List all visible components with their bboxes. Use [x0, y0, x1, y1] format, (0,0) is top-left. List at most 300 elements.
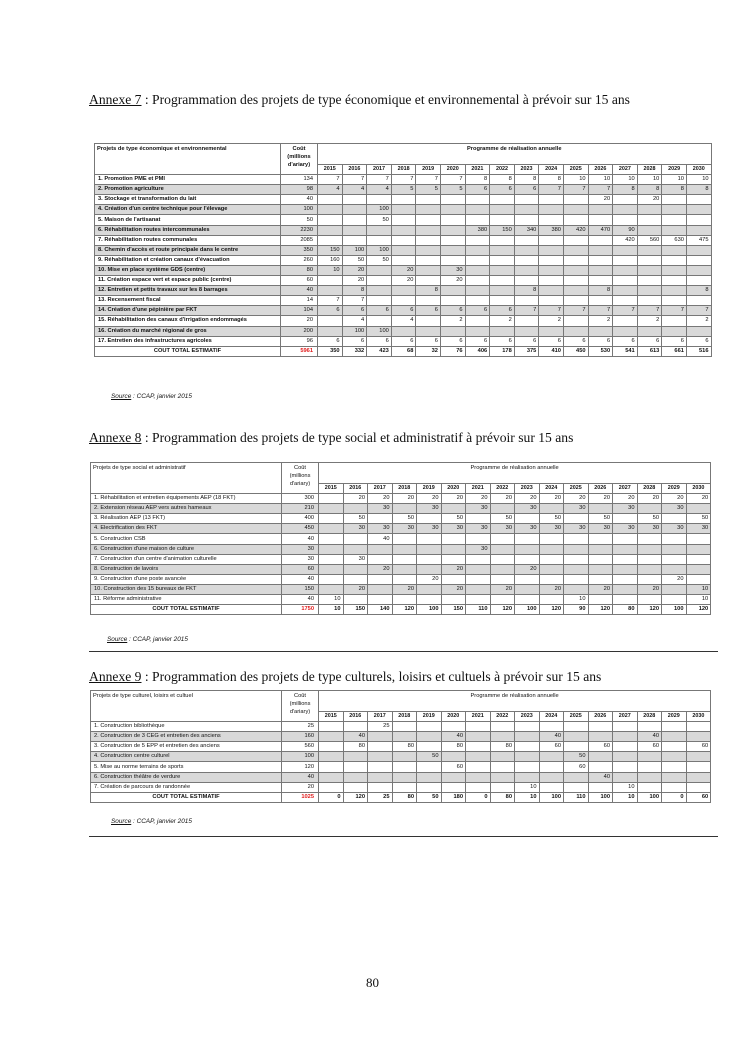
year-cell: 10 [563, 175, 588, 185]
total-year-cell: 90 [564, 605, 589, 615]
year-cell [368, 742, 393, 752]
year-cell: 20 [515, 564, 540, 574]
year-cell [319, 534, 344, 544]
year-cell [613, 205, 638, 215]
table-row [91, 564, 711, 574]
year-cell [514, 296, 539, 306]
year-cell [686, 195, 711, 205]
year-cell: 7 [613, 306, 638, 316]
total-year-cell: 530 [588, 346, 613, 356]
year-cell [318, 215, 343, 225]
year-cell: 420 [563, 225, 588, 235]
year-cell: 80 [343, 742, 368, 752]
year-cell: 50 [539, 514, 564, 524]
total-year-cell: 32 [416, 346, 441, 356]
year-cell [490, 326, 515, 336]
year-cell: 6 [686, 336, 711, 346]
year-cell: 5 [416, 185, 441, 195]
year-2021: 2021 [466, 484, 491, 494]
project-label: 8. Construction de lavoirs [91, 564, 282, 574]
year-cell [662, 544, 687, 554]
year-cell [686, 265, 711, 275]
total-year-cell: 25 [368, 792, 393, 802]
year-cell [440, 215, 465, 225]
project-cost: 60 [281, 276, 318, 286]
year-cell: 20 [466, 494, 491, 504]
year-cell: 6 [440, 306, 465, 316]
year-cell [416, 245, 441, 255]
year-cell: 30 [613, 504, 638, 514]
year-cell [613, 245, 638, 255]
year-cell: 30 [662, 504, 687, 514]
year-cell: 6 [613, 336, 638, 346]
year-cell [539, 205, 564, 215]
year-cell [662, 554, 687, 564]
year-cell [662, 296, 687, 306]
year-cell [662, 752, 687, 762]
table-row [91, 534, 711, 544]
year-cell [588, 255, 613, 265]
year-2030: 2030 [686, 165, 711, 175]
project-cost: 300 [282, 494, 319, 504]
year-cell [514, 195, 539, 205]
year-cell: 7 [367, 175, 392, 185]
year-cell [613, 772, 638, 782]
year-cell: 7 [588, 185, 613, 195]
year-cell [637, 595, 662, 605]
year-cell [686, 215, 711, 225]
project-label: 6. Construction théâtre de verdure [91, 772, 282, 782]
year-2017: 2017 [368, 484, 393, 494]
year-cell [515, 722, 540, 732]
year-cell [416, 296, 441, 306]
year-cell: 7 [662, 306, 687, 316]
year-cell: 8 [490, 175, 515, 185]
year-cell [319, 782, 344, 792]
year-cell [342, 225, 367, 235]
year-cell [637, 286, 662, 296]
year-cell [564, 722, 589, 732]
project-cost: 104 [281, 306, 318, 316]
project-cost: 60 [282, 564, 319, 574]
year-cell [466, 752, 491, 762]
project-label: 3. Réalisation AEP (13 FKT) [91, 514, 282, 524]
year-cell: 7 [539, 185, 564, 195]
project-cost: 350 [281, 245, 318, 255]
year-cell [637, 752, 662, 762]
year-cell [613, 514, 638, 524]
year-cell: 80 [490, 742, 515, 752]
year-cell [588, 544, 613, 554]
year-cell: 6 [342, 336, 367, 346]
year-cell [466, 782, 491, 792]
project-cost: 160 [282, 732, 319, 742]
project-label: 1. Construction bibliothèque [91, 722, 282, 732]
year-cell: 20 [417, 494, 442, 504]
project-label: 6. Réhabilitation routes intercommunales [95, 225, 281, 235]
year-cell [637, 326, 662, 336]
year-2022: 2022 [490, 484, 515, 494]
year-cell [466, 514, 491, 524]
year-cell [613, 762, 638, 772]
table-row [91, 544, 711, 554]
year-cell: 7 [318, 175, 343, 185]
year-cell: 100 [367, 245, 392, 255]
year-cell: 6 [416, 306, 441, 316]
project-cost: 40 [282, 595, 319, 605]
year-cell [440, 286, 465, 296]
year-cell: 10 [515, 782, 540, 792]
year-cell [367, 286, 392, 296]
year-cell [391, 215, 416, 225]
year-cell: 7 [539, 306, 564, 316]
year-cell [686, 782, 711, 792]
year-cell [368, 595, 393, 605]
year-cell [564, 782, 589, 792]
year-cell: 30 [637, 524, 662, 534]
year-cell: 20 [686, 494, 711, 504]
year-cell [539, 326, 564, 336]
year-cell: 380 [539, 225, 564, 235]
year-cell [514, 205, 539, 215]
year-cell [637, 225, 662, 235]
total-year-cell: 76 [440, 346, 465, 356]
year-cell [319, 772, 344, 782]
year-cell [392, 722, 417, 732]
year-cell [391, 286, 416, 296]
year-cell: 20 [490, 584, 515, 594]
year-cell [417, 722, 442, 732]
year-cell: 4 [391, 316, 416, 326]
total-cost: 1750 [282, 605, 319, 615]
annex-9-table [90, 690, 711, 803]
year-cell [490, 732, 515, 742]
total-year-cell: 100 [662, 605, 687, 615]
year-cell: 6 [490, 185, 515, 195]
year-cell [368, 782, 393, 792]
year-cell [686, 722, 711, 732]
year-cell [539, 554, 564, 564]
year-cell [563, 255, 588, 265]
year-cell [613, 564, 638, 574]
year-2021: 2021 [466, 712, 491, 722]
total-year-cell: 100 [588, 792, 613, 802]
annex-8-table [90, 462, 711, 615]
year-cell: 20 [392, 494, 417, 504]
year-cell [490, 296, 515, 306]
year-cell: 6 [563, 336, 588, 346]
project-cost: 150 [282, 584, 319, 594]
year-cell [319, 584, 344, 594]
year-cell [588, 235, 613, 245]
year-cell: 20 [588, 494, 613, 504]
year-cell [588, 554, 613, 564]
year-cell: 8 [416, 286, 441, 296]
table-row [91, 494, 711, 504]
year-cell [440, 195, 465, 205]
project-cost: 134 [281, 175, 318, 185]
year-cell: 4 [367, 185, 392, 195]
year-cell: 2 [637, 316, 662, 326]
year-cell: 10 [588, 175, 613, 185]
annex-8-caption [89, 428, 689, 447]
year-cell [417, 584, 442, 594]
year-cell: 560 [637, 235, 662, 245]
table-row [91, 584, 711, 594]
year-cell [441, 752, 466, 762]
total-year-cell: 120 [686, 605, 711, 615]
year-2026: 2026 [588, 484, 613, 494]
project-label: 9. Construction d'une poste avancée [91, 574, 282, 584]
year-2018: 2018 [391, 165, 416, 175]
total-year-cell: 120 [588, 605, 613, 615]
project-cost: 30 [282, 554, 319, 564]
year-cell: 20 [392, 584, 417, 594]
year-cell [564, 742, 589, 752]
year-cell [514, 245, 539, 255]
total-year-cell: 150 [441, 605, 466, 615]
year-2022: 2022 [490, 712, 515, 722]
year-cell [515, 595, 540, 605]
year-cell [417, 544, 442, 554]
year-cell [368, 752, 393, 762]
year-cell [515, 574, 540, 584]
total-year-cell: 80 [392, 792, 417, 802]
year-cell: 10 [564, 595, 589, 605]
year-cell [319, 742, 344, 752]
year-cell: 10 [637, 175, 662, 185]
year-cell [490, 722, 515, 732]
year-cell [343, 504, 368, 514]
year-cell [613, 742, 638, 752]
year-cell: 7 [514, 306, 539, 316]
year-cell: 100 [367, 205, 392, 215]
project-cost: 400 [282, 514, 319, 524]
year-cell [465, 205, 490, 215]
year-2028: 2028 [637, 712, 662, 722]
year-cell: 30 [564, 504, 589, 514]
year-2023: 2023 [514, 165, 539, 175]
year-cell [613, 276, 638, 286]
year-cell [539, 772, 564, 782]
year-cell [637, 574, 662, 584]
total-label: COUT TOTAL ESTIMATIF [95, 346, 281, 356]
total-year-cell: 60 [686, 792, 711, 802]
year-cell [441, 504, 466, 514]
project-cost: 96 [281, 336, 318, 346]
project-cost: 560 [282, 742, 319, 752]
year-cell: 30 [662, 524, 687, 534]
year-cell: 50 [637, 514, 662, 524]
year-cell: 30 [417, 504, 442, 514]
year-cell [686, 732, 711, 742]
year-cell [416, 205, 441, 215]
year-cell: 40 [539, 732, 564, 742]
table-row [95, 195, 712, 205]
year-2024: 2024 [539, 712, 564, 722]
total-year-cell: 423 [367, 346, 392, 356]
total-year-cell: 350 [318, 346, 343, 356]
year-cell: 10 [318, 265, 343, 275]
year-cell [662, 595, 687, 605]
year-cell [490, 235, 515, 245]
year-cell [613, 326, 638, 336]
project-cost: 200 [281, 326, 318, 336]
year-2020: 2020 [441, 712, 466, 722]
total-year-cell: 10 [515, 792, 540, 802]
year-cell [368, 762, 393, 772]
project-label: 15. Réhabilitation des canaux d'irrigation endommagés [95, 316, 281, 326]
year-cell [466, 732, 491, 742]
table-row [91, 772, 711, 782]
year-cell: 20 [515, 494, 540, 504]
year-cell: 6 [662, 336, 687, 346]
year-cell: 20 [417, 574, 442, 584]
total-year-cell: 110 [466, 605, 491, 615]
year-cell [539, 762, 564, 772]
header-program: Programme de réalisation annuelle [319, 691, 711, 712]
year-cell: 20 [637, 494, 662, 504]
year-cell: 2 [686, 316, 711, 326]
year-2030: 2030 [686, 712, 711, 722]
year-cell [490, 782, 515, 792]
year-2021: 2021 [465, 165, 490, 175]
year-2020: 2020 [441, 484, 466, 494]
project-label: 5. Maison de l'artisanat [95, 215, 281, 225]
year-cell [319, 762, 344, 772]
table-header-row [91, 691, 711, 712]
year-cell [441, 595, 466, 605]
year-cell [342, 235, 367, 245]
year-cell: 10 [613, 782, 638, 792]
year-cell [613, 316, 638, 326]
year-cell: 380 [465, 225, 490, 235]
year-cell [515, 732, 540, 742]
year-cell [588, 595, 613, 605]
project-cost: 20 [281, 316, 318, 326]
year-cell: 30 [613, 524, 638, 534]
year-cell [662, 195, 687, 205]
year-cell [564, 584, 589, 594]
year-cell [368, 732, 393, 742]
year-cell: 30 [466, 504, 491, 514]
year-cell: 4 [342, 185, 367, 195]
year-2015: 2015 [319, 484, 344, 494]
year-cell: 475 [686, 235, 711, 245]
year-cell [440, 235, 465, 245]
year-2027: 2027 [613, 712, 638, 722]
year-cell [465, 255, 490, 265]
year-cell [539, 782, 564, 792]
year-cell [342, 215, 367, 225]
table-row [91, 574, 711, 584]
year-cell [490, 255, 515, 265]
year-cell [490, 504, 515, 514]
total-year-cell: 150 [343, 605, 368, 615]
annex-9-source-label: Source [111, 818, 132, 825]
year-cell: 100 [342, 245, 367, 255]
annex-9-rule [89, 836, 718, 837]
project-cost: 450 [282, 524, 319, 534]
year-cell: 30 [564, 524, 589, 534]
year-cell [564, 772, 589, 782]
year-cell [465, 286, 490, 296]
year-cell: 50 [343, 514, 368, 524]
year-cell [637, 534, 662, 544]
year-cell: 60 [564, 762, 589, 772]
year-cell [563, 195, 588, 205]
year-cell: 8 [342, 286, 367, 296]
year-cell: 30 [466, 524, 491, 534]
year-cell: 20 [539, 584, 564, 594]
year-cell: 20 [490, 494, 515, 504]
table-row [95, 336, 712, 346]
year-cell [441, 544, 466, 554]
year-cell: 25 [368, 722, 393, 732]
total-year-cell: 541 [613, 346, 638, 356]
total-year-cell: 140 [368, 605, 393, 615]
table-row [95, 296, 712, 306]
year-cell [391, 195, 416, 205]
year-cell [318, 225, 343, 235]
year-cell [515, 742, 540, 752]
project-cost: 40 [282, 534, 319, 544]
total-year-cell: 10 [319, 605, 344, 615]
year-2029: 2029 [662, 712, 687, 722]
year-2026: 2026 [588, 712, 613, 722]
year-cell [588, 265, 613, 275]
year-cell [515, 534, 540, 544]
project-label: 4. Création d'un centre technique pour l'élevage [95, 205, 281, 215]
year-cell [662, 742, 687, 752]
year-cell: 7 [563, 306, 588, 316]
project-cost: 25 [282, 722, 319, 732]
year-cell [662, 265, 687, 275]
year-cell: 60 [686, 742, 711, 752]
year-cell [466, 564, 491, 574]
year-cell: 10 [686, 595, 711, 605]
total-year-cell: 50 [417, 792, 442, 802]
year-cell: 7 [440, 175, 465, 185]
year-cell: 6 [465, 185, 490, 195]
year-cell: 50 [441, 514, 466, 524]
year-cell [686, 296, 711, 306]
project-cost: 20 [282, 782, 319, 792]
year-cell: 10 [686, 584, 711, 594]
project-cost: 30 [282, 544, 319, 554]
year-cell [367, 235, 392, 245]
year-cell: 30 [466, 544, 491, 554]
year-cell [417, 595, 442, 605]
total-year-cell: 0 [466, 792, 491, 802]
year-cell [637, 504, 662, 514]
year-cell: 40 [343, 732, 368, 742]
year-cell: 20 [662, 494, 687, 504]
year-cell [318, 286, 343, 296]
table-row [95, 245, 712, 255]
year-cell [662, 316, 687, 326]
project-cost: 40 [282, 772, 319, 782]
year-cell: 20 [564, 494, 589, 504]
year-cell [686, 762, 711, 772]
year-cell [392, 772, 417, 782]
year-cell [440, 326, 465, 336]
year-cell [318, 316, 343, 326]
year-cell [637, 564, 662, 574]
year-2027: 2027 [613, 165, 638, 175]
year-cell: 90 [613, 225, 638, 235]
project-cost: 210 [282, 504, 319, 514]
